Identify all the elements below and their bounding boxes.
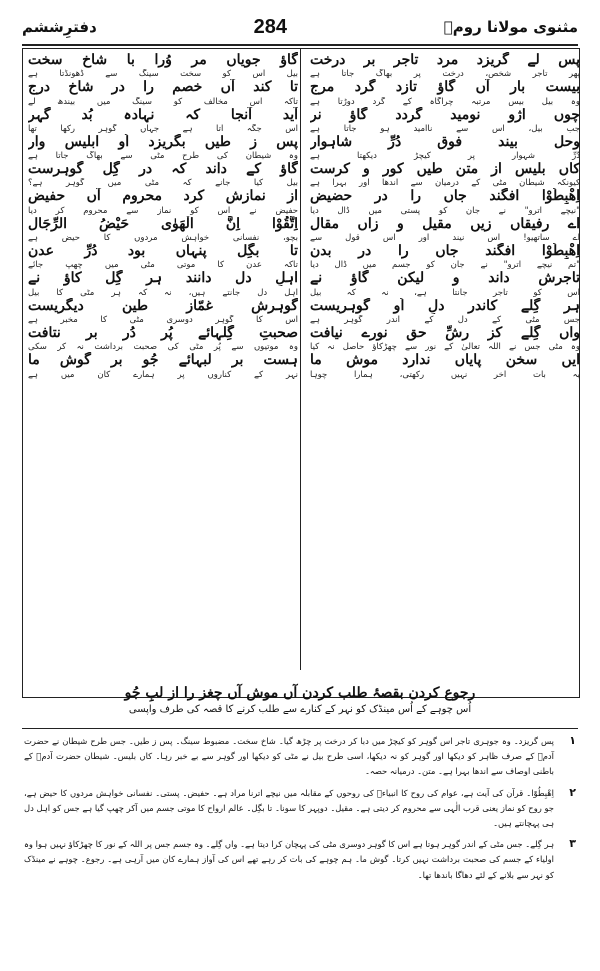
verse-gloss: بیل اس کو سخت سینگ سے ڈھونڈتا ہے xyxy=(28,69,298,80)
couplet xyxy=(310,134,580,161)
verse-line: اِهْبِطُوْا افگند جاں را در حضیض xyxy=(310,188,580,205)
verse-gloss: دُرِّ شہوار پر کیچڑ دیکھتا ہے xyxy=(310,151,580,162)
verse-line: پس لے گریزد مرد تاجر بر درخت xyxy=(310,52,580,68)
footnote-text: اِهْبِطُوْا۔ قرآن کی آیت ہے، عوام کی روح کا انبیاءؑ کی روحوں کے مقابلہ میں نیچے اترنا مراد ہے۔ حفیض۔ پستی۔ نفسانی خواہش مردوں کا حیض ہے، جو روح کو نماز یعنی قرب الٰہی سے محروم کر دیتی ہے۔ مقیل۔ دوپہر کا سونا۔ تا بگِل۔ عالم ارواح کا موتی جسم میں آکر چھپ گیا ہے جس کو اہل دل ہی پہچانتے ہیں۔ xyxy=(24,787,554,829)
verse-line: تا بگِل پنہاں بود دُرِّ عدن xyxy=(28,243,298,260)
couplet xyxy=(310,161,580,188)
verse-line: واں گِلے کز رشِّ حق نورے نیافت xyxy=(310,324,580,341)
verse-gloss: اس کا گوہر دوسری مٹی کا مخبر ہے xyxy=(28,314,298,325)
verse-line: ہست بر لبہائے جُو بر گوش ما xyxy=(28,352,298,369)
footnote xyxy=(24,837,576,883)
verse-gloss: یہ بات آخر نہیں رکھتی، ہمارا چوہا xyxy=(310,369,580,380)
verse-line: کاں بلیس از متنِ طیں کور و کرست xyxy=(310,161,580,178)
verse-gloss: بچو، نفسانی خواہش مردوں کا حیض ہے xyxy=(28,233,298,244)
page-number: 284 xyxy=(253,15,287,38)
verse-line: تا کند آں خصم را در شاخ درج xyxy=(28,79,298,96)
verse-gloss: وہ بیل بیس مرتبہ چراگاہ کے گرد دوڑتا ہے xyxy=(310,96,580,107)
verse-gloss: اس کو تاجر جانتا ہے، نہ کہ بیل xyxy=(310,287,580,298)
footnote-number: ۱ xyxy=(569,734,576,747)
footnote xyxy=(24,786,576,832)
couplet xyxy=(28,52,298,79)
couplet xyxy=(310,325,580,352)
verse-line: پس ز طیں بگریزد اُو ابلیس وار xyxy=(28,133,298,150)
couplet xyxy=(310,270,580,297)
couplet xyxy=(310,352,580,379)
book-title: مثنوی مولانا رومؒ xyxy=(443,18,578,36)
section-heading-title: رجوع کردن بقصۂ طلب کردن آں موش آں چغز را از لبِ جُو xyxy=(124,685,476,701)
footnote-text: پس گریزد۔ وہ جوہری تاجر اس گوہر کو کیچڑ میں دبا کر درخت پر چڑھ گیا۔ شاخ سخت۔ مضبوط سینگ۔ پس ز طیں۔ جس طرح شیطان نے حضرت آدمؑ کے صرف ظاہر کو دیکھا اور گوہر کو نہ دیکھا، اسی طرح بیل نے مٹی کو دیکھا اور گوہر سے بے خبر رہا۔ کاں بلیس۔ شیطان حضرت آدمؑ کے باطنی اوصاف سے اندھا بہرا ہے۔ متن۔ درمیانہ حصہ۔ xyxy=(24,736,554,777)
verse-line: ایں سخن پایاں ندارد موش ما xyxy=(310,352,580,369)
right-verse-column xyxy=(310,52,580,380)
footnote-text: ہر گِلے۔ جس مٹی کے اندر گوہر ہوتا ہے اس کا گوہر دوسری مٹی کی پہچان کرا دیتا ہے۔ واں گِلے۔ وہ جسم جس پر اللہ کے نور کا چھڑکاؤ نہیں ہوا وہ اولیاء کے جسم کی صحبت برداشت نہیں کرتا۔ گوش ما۔ ہم چوہے کی بات کر رہے تھے اس کی آواز ہمارے کان میں آرہی ہے۔ رجوع۔ چوہے نے مینڈک کو نہر سے بلانے کے لئے دھاگا باندھا تھا۔ xyxy=(24,839,554,880)
couplet xyxy=(28,79,298,106)
couplet xyxy=(28,270,298,297)
couplet xyxy=(28,188,298,215)
verse-line: آید آنجا کہ نہادہ بُد گہر xyxy=(28,106,298,123)
footnote-number: ۲ xyxy=(569,785,576,799)
verse-gloss: جب بیل، اس سے ناامید ہو جاتا ہے xyxy=(310,123,580,134)
verse-line: اہلِ دل دانند ہر گِل کاؤ نے xyxy=(28,270,298,287)
couplet xyxy=(28,216,298,243)
verse-gloss: اس جگہ آتا ہے جہاں گوہر رکھا تھا xyxy=(28,123,298,134)
column-divider xyxy=(300,48,301,670)
verse-line: گوہرش غمّاز طینِ دیگریست xyxy=(28,297,298,314)
couplet xyxy=(310,188,580,215)
verse-line: اِتَّقُوْا اِنَّ الْهَوٰى حَيْضُ الرِّجَال xyxy=(28,215,298,232)
couplet xyxy=(28,298,298,325)
couplet xyxy=(310,298,580,325)
verse-line: اِهْبِطُوْا افگند جاں را در بدن xyxy=(310,243,580,260)
footnote xyxy=(24,734,576,780)
verse-gloss: کیونکہ شیطان مٹی کے درمیان سے اندھا اور بہرا ہے xyxy=(310,178,580,189)
couplet xyxy=(28,243,298,270)
verse-line: اے رفیقاں زیں مقیل و زاں مقال xyxy=(310,215,580,232)
verse-gloss: بیل کیا جانے کہ مٹی میں گوہر ہے؟ xyxy=(28,178,298,189)
verse-gloss: تاکہ اس مخالف کو سینگ میں بیندھ لے xyxy=(28,96,298,107)
couplet xyxy=(28,325,298,352)
footnote-rule xyxy=(22,728,578,729)
verse-gloss: تاکہ عدن کا موتی مٹی میں چھپ جائے xyxy=(28,260,298,271)
couplet xyxy=(28,107,298,134)
verse-line: گاؤ کے داند کہ در گِل گوہرست xyxy=(28,161,298,178)
verse-line: وحل بیند فوق دُرِّ شاہوار xyxy=(310,133,580,150)
footnotes xyxy=(24,734,576,889)
couplet xyxy=(28,161,298,188)
verse-line: چوں اژو نومید گردد گاؤ نر xyxy=(310,106,580,123)
couplet xyxy=(310,216,580,243)
verse-gloss: "تم نیچے اترو" نے جان کو جسم میں ڈال دیا xyxy=(310,260,580,271)
couplet xyxy=(310,52,580,79)
verse-gloss: اے ساتھیو! اس نیند اور اس قول سے xyxy=(310,233,580,244)
section-heading xyxy=(30,684,570,718)
verse-line: گاؤ جویاں مر وُرا با شاخ سخت xyxy=(28,52,298,68)
couplet xyxy=(310,107,580,134)
volume-title: دفترِششم xyxy=(22,18,97,36)
verse-gloss: "نیچے اترو" نے جان کو پستی میں ڈال دیا xyxy=(310,205,580,216)
verse-gloss: وہ شیطان کی طرح مٹی سے بھاگ جاتا ہے xyxy=(28,151,298,162)
footnote-number: ۳ xyxy=(569,837,576,851)
couplet xyxy=(28,352,298,379)
verse-gloss: وہ موتیوں سے پُر مٹی کی صحبت برداشت نہ کر سکی xyxy=(28,342,298,353)
couplet xyxy=(310,79,580,106)
verse-line: بیست بار آں گاؤ تازد گرد مرج xyxy=(310,79,580,96)
couplet xyxy=(28,134,298,161)
verse-gloss: پھر تاجر شخص، درخت پر بھاگ جاتا ہے xyxy=(310,69,580,80)
verse-line: تاجرش داند و لیکن گاؤ نے xyxy=(310,270,580,287)
verse-gloss: جس مٹی کے دل کے اندر گوہر ہے xyxy=(310,314,580,325)
verse-line: از نمازش کرد محروم آں حفیض xyxy=(28,188,298,205)
left-verse-column xyxy=(28,52,298,380)
verse-line: صحبتِ گِلہائے پُر دُر بر نتافت xyxy=(28,324,298,341)
verse-gloss: نہر کے کناروں پر ہمارے کان میں ہے xyxy=(28,369,298,380)
header-rule xyxy=(22,44,578,46)
couplet xyxy=(310,243,580,270)
page-header xyxy=(22,12,578,42)
verse-line: ہر گِلے کاندر دلِ اُو گوہریست xyxy=(310,297,580,314)
verse-gloss: وہ مٹی جس نے اللہ تعالیٰ کے نور سے چھڑکاؤ حاصل نہ کیا xyxy=(310,342,580,353)
verse-gloss: اہل دل جانتے ہیں، نہ کہ ہر مٹی کا بیل xyxy=(28,287,298,298)
section-heading-gloss: اُس چوہے کے اُس مینڈک کو نہر کے کنارے سے طلب کرنے کا قصہ کی طرف واپسی xyxy=(128,704,472,715)
verse-gloss: حفیض نے اس کو نماز سے محروم کر دیا xyxy=(28,205,298,216)
